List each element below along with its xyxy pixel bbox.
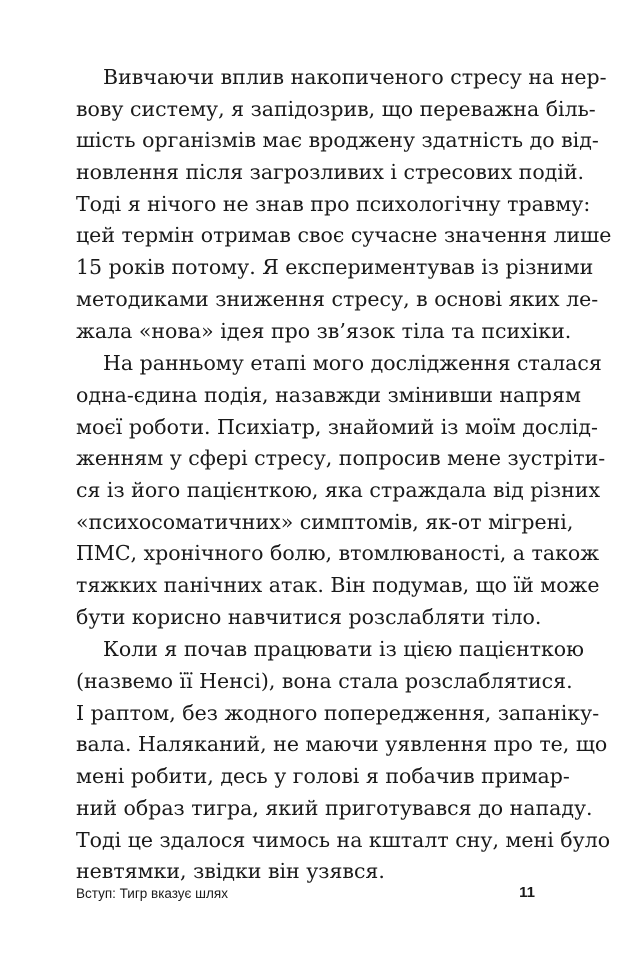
paragraph-1 — [76, 62, 612, 347]
body-text — [76, 62, 612, 889]
text-line: цей термін отримав своє сучасне значення лише — [76, 223, 612, 248]
text-line: жала «нова» ідея про зв’язок тіла та психіки. — [76, 318, 572, 343]
text-line: моєї роботи. Психіатр, знайомий із моїм дослід- — [76, 414, 598, 439]
text-line: 15 років потому. Я експериментував із різними — [76, 255, 594, 280]
text-line: вову систему, я запідозрив, що переважна біль- — [76, 96, 596, 121]
running-footer-chapter-title: Вступ: Тигр вказує шлях — [76, 886, 228, 901]
paragraph-3 — [76, 634, 611, 888]
text-line: мені робити, десь у голові я побачив примар- — [76, 764, 570, 789]
text-line: І раптом, без жодного попередження, запаніку- — [76, 700, 600, 725]
text-line: ПМС, хронічного болю, втомлюваності, а також — [76, 541, 600, 566]
text-line: ний образ тигра, який приготувався до нападу. — [76, 795, 593, 820]
text-line: ся із його пацієнткою, яка страждала від різних — [76, 477, 601, 502]
text-line: Вивчаючи вплив накопиченого стресу на нер- — [103, 65, 607, 89]
text-line: бути корисно навчитися розслабляти тіло. — [76, 604, 542, 629]
text-line: невтямки, звідки він узявся. — [76, 859, 385, 884]
text-line: тяжких панічних атак. Він подумав, що їй може — [76, 573, 600, 597]
text-line: методиками зниження стресу, в основі яких ле- — [76, 286, 599, 311]
page-number: 11 — [519, 884, 535, 901]
text-line: На ранньому етапі мого дослідження сталася — [103, 351, 602, 376]
text-line: одна-єдина подія, назавжди змінивши напрям — [76, 382, 581, 407]
text-line: вала. Наляканий, не маючи уявлення про те, що — [76, 732, 608, 757]
text-line: (назвемо її Ненсі), вона стала розслаблятися. — [76, 669, 573, 694]
text-line: Тоді я нічого не знав про психологічну травму: — [76, 191, 591, 216]
text-line: Тоді це здалося чимось на кшталт сну, мені було — [76, 827, 611, 852]
text-line: шість організмів має вроджену здатність до від- — [76, 128, 599, 153]
text-line: женням у сфері стресу, попросив мене зустріти- — [76, 446, 606, 471]
paragraph-2 — [76, 348, 606, 633]
text-line: новлення після загрозливих і стресових подій. — [76, 160, 585, 185]
text-line: «психосоматичних» симптомів, як-от мігрені, — [76, 509, 574, 534]
text-line: Коли я почав працювати із цією пацієнткою — [103, 637, 584, 662]
